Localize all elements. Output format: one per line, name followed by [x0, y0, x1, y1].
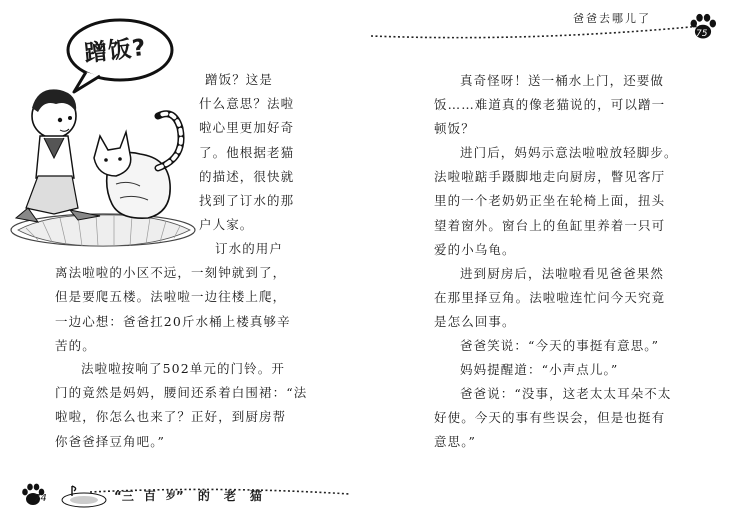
book-title-char: 猫	[249, 489, 262, 503]
text-line: 了。他根据老猫	[199, 144, 295, 160]
text-line: 苦的。	[55, 337, 96, 353]
text-line: 的描述，很快就	[199, 168, 295, 184]
text-line: 进门后，妈妈示意法啦啦放轻脚步。	[460, 145, 678, 160]
right-paragraph-3	[434, 262, 665, 335]
text-line: 啦心里更加好奇	[199, 120, 295, 136]
right-paragraph-5	[460, 358, 618, 382]
text-line: 什么意思？法啦	[199, 96, 295, 112]
text-line: 啦啦，你怎么也来了？正好，到厨房帮	[55, 409, 287, 425]
text-line: 顿饭？	[434, 121, 475, 137]
left-paragraph-1	[199, 68, 294, 237]
text-line: 是怎么回事。	[434, 314, 516, 330]
text-line: 但是要爬五楼。法啦啦一边往楼上爬，	[55, 289, 287, 305]
text-line: 意思。”	[434, 434, 477, 450]
text-line: 妈妈提醒道：“小声点儿。”	[460, 362, 619, 377]
text-line: 法啦啦按响了502单元的门铃。开	[81, 361, 285, 376]
text-line: 找到了订水的那	[199, 193, 295, 209]
right-paragraph-6	[434, 382, 672, 455]
text-line: 法啦啦踮手蹑脚地走向厨房，瞥见客厅	[434, 169, 666, 185]
header-dotted-line	[371, 22, 701, 42]
text-line: 门的竟然是妈妈，腰间还系着白围裙：“法	[55, 385, 308, 401]
right-page-number: 75	[696, 29, 708, 39]
book-title-char: 三	[121, 489, 134, 503]
right-page	[365, 0, 730, 528]
text-line: 户人家。	[199, 217, 254, 233]
right-paragraph-1	[434, 69, 665, 142]
text-line: 真奇怪呀！送一桶水上门，还要做	[460, 73, 665, 88]
book-title-char: 的	[197, 489, 210, 503]
left-page-number: 74	[34, 493, 47, 504]
text-line: 饭……难道真的像老猫说的，可以蹭一	[434, 97, 666, 113]
text-line: 在那里择豆角。法啦啦连忙问今天究竟	[434, 290, 666, 306]
chapter-title: 爸爸去哪儿了	[573, 12, 651, 25]
book-title-char: “	[114, 489, 122, 503]
left-paragraph-3	[55, 357, 307, 454]
book-title-char: ”	[175, 489, 184, 503]
text-line: 望着窗外。窗台上的鱼缸里养着一只可	[434, 217, 666, 233]
book-title	[114, 487, 276, 504]
speech-bubble-text: 蹭饭?	[83, 34, 148, 68]
text-line: 爱的小乌龟。	[434, 241, 516, 257]
text-line: 里的一个老奶奶正坐在轮椅上面，扭头	[434, 193, 666, 209]
book-title-char: 老	[223, 489, 236, 503]
text-line: 爸爸说：“没事，这老太太耳朵不太	[460, 386, 672, 401]
right-paragraph-4	[460, 334, 659, 358]
text-line: 离法啦啦的小区不远，一刻钟就到了，	[55, 265, 287, 281]
book-title-char: 岁	[165, 491, 176, 502]
text-line: 订水的用户	[215, 241, 284, 256]
text-line: 一边心想：爸爸扛20斤水桶上楼真够辛	[55, 313, 291, 329]
text-line: 好使。今天的事有些误会，但是也挺有	[434, 410, 666, 426]
book-title-char: 百	[143, 489, 156, 503]
text-line: 蹭饭？这是	[205, 72, 274, 87]
text-line: 进到厨房后，法啦啦看见爸爸果然	[460, 266, 665, 281]
right-paragraph-2	[434, 141, 678, 262]
text-line: 爸爸笑说：“今天的事挺有意思。”	[460, 338, 660, 353]
text-line: 你爸爸择豆角吧。”	[55, 433, 166, 449]
left-paragraph-2	[55, 237, 291, 358]
